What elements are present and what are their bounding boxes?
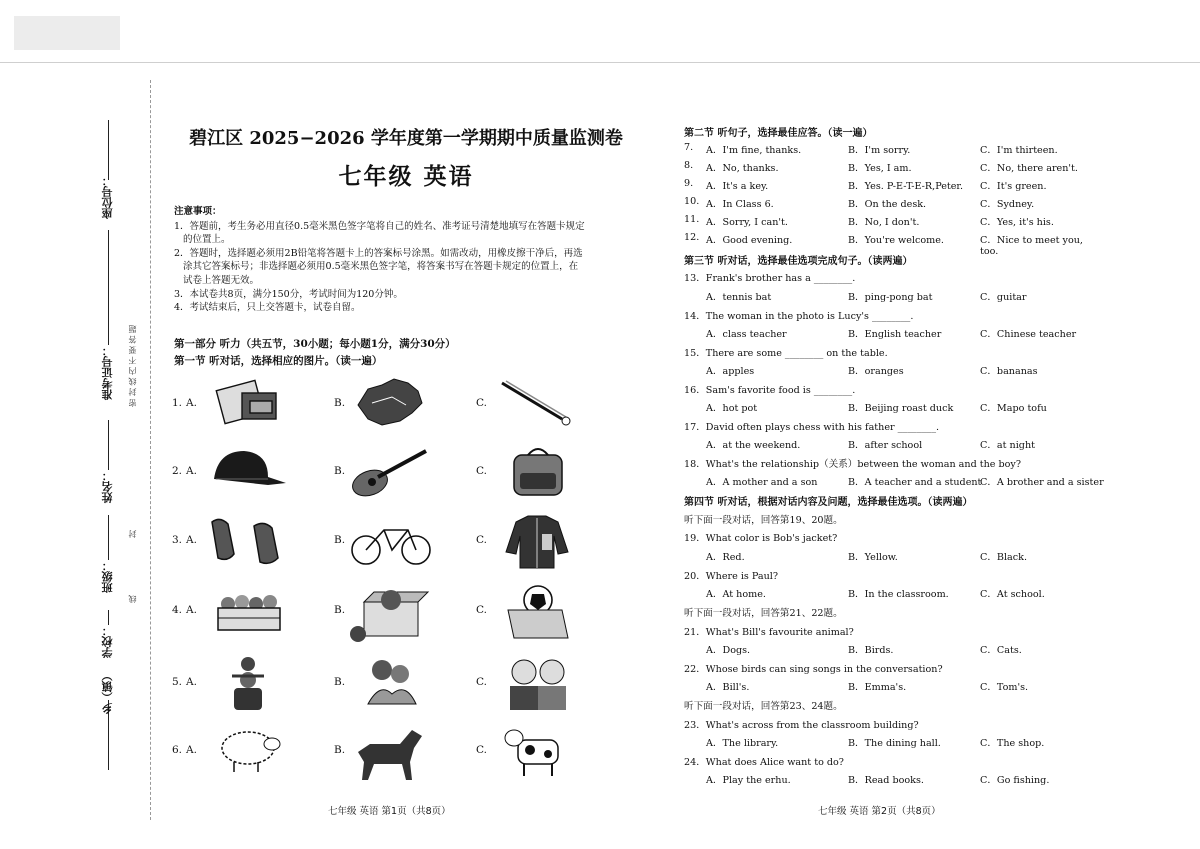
option-a: A．No, thanks. bbox=[706, 163, 779, 174]
picture-question-5 bbox=[172, 654, 642, 716]
question-8 bbox=[684, 160, 1104, 174]
option-b: B．Birds. bbox=[848, 645, 894, 656]
option-a: A．It's a key. bbox=[706, 181, 769, 192]
soccer-box-icon bbox=[502, 582, 572, 644]
schoolbag-icon bbox=[506, 443, 570, 501]
name-line bbox=[108, 420, 109, 470]
exam-title: 碧江区 2025−2026 学年度第一学期期中质量监测卷 bbox=[189, 128, 623, 149]
option-b: B．Yes. P-E-T-E-R,Peter. bbox=[848, 181, 964, 192]
guitar-icon bbox=[348, 443, 434, 501]
question-13-stem bbox=[684, 270, 1104, 284]
note-line: 2．答题时，选择题必须用2B铅笔将答题卡上的答案标号涂黑。如需改动，用橡皮擦干净后，再选 bbox=[174, 247, 583, 259]
section2-heading: 第二节 听句子，选择最佳应答。（读一遍） bbox=[684, 128, 873, 139]
question-18-options bbox=[684, 474, 1104, 488]
exam-subtitle: 七年级 英语 bbox=[338, 163, 474, 190]
question-stem: 19．What color is Bob's jacket? bbox=[684, 533, 838, 544]
option-b: B．Read books. bbox=[848, 775, 924, 786]
question-23-options bbox=[684, 735, 1104, 749]
question-22-stem bbox=[684, 661, 1104, 675]
picture-question-4 bbox=[172, 582, 642, 644]
option-c: C．Nice to meet you, too. bbox=[980, 235, 1083, 257]
question-9 bbox=[684, 178, 1104, 192]
option-b: B．oranges bbox=[848, 366, 904, 377]
question-20-stem bbox=[684, 568, 1104, 582]
note-line: 3．本试卷共8页，满分150分，考试时间为120分钟。 bbox=[174, 288, 403, 300]
option-a: A．I'm fine, thanks. bbox=[706, 145, 802, 156]
option-a: A．tennis bat bbox=[706, 292, 772, 303]
question-stem: 14．The woman in the photo is Lucy's ________. bbox=[684, 311, 914, 322]
question-stem: 18．What's the relationship（关系）between the woman and the boy? bbox=[684, 459, 1021, 470]
option-b: B．I'm sorry. bbox=[848, 145, 911, 156]
question-number: 11. bbox=[684, 214, 700, 225]
mother-child-icon bbox=[360, 654, 422, 710]
option-a: A．In Class 6. bbox=[706, 199, 774, 210]
question-number: 9. bbox=[684, 178, 694, 189]
notes-title: 注意事项： bbox=[174, 206, 222, 217]
dialogue-intro-2 bbox=[684, 605, 1104, 619]
option-c: C．Chinese teacher bbox=[980, 329, 1077, 340]
question-10 bbox=[684, 196, 1104, 210]
page1-footer: 七年级 英语 第1页（共8页） bbox=[328, 806, 451, 817]
option-a: A．Red. bbox=[706, 552, 745, 563]
exam-id-label: 准考证号： bbox=[101, 345, 114, 400]
question-15-options bbox=[684, 363, 1104, 377]
option-b-label: B. bbox=[334, 604, 346, 616]
seat-line bbox=[108, 120, 109, 180]
question-22-options bbox=[684, 679, 1104, 693]
section1-heading: 第一节 听对话，选择相应的图片。（读一遍） bbox=[174, 355, 383, 367]
option-a: A．The library. bbox=[706, 738, 779, 749]
option-c-label: C. bbox=[476, 534, 487, 546]
option-c: C．Yes, it's his. bbox=[980, 217, 1054, 228]
option-c-label: C. bbox=[476, 676, 487, 688]
option-b: B．Yes, I am. bbox=[848, 163, 912, 174]
seal-mark: 封 bbox=[128, 530, 137, 538]
question-20-options bbox=[684, 586, 1104, 600]
question-21-options bbox=[684, 642, 1104, 656]
notes-block bbox=[174, 205, 636, 315]
question-stem: 16．Sam's favorite food is ________. bbox=[684, 385, 856, 396]
pen-icon bbox=[496, 375, 576, 431]
option-a: A．Bill's. bbox=[706, 682, 750, 693]
option-b-label: B. bbox=[334, 465, 346, 477]
question-13-options bbox=[684, 289, 1104, 303]
option-b-label: B. bbox=[334, 534, 346, 546]
intro-text: 听下面一段对话，回答第19、20题。 bbox=[684, 515, 843, 526]
question-23-stem bbox=[684, 717, 1104, 731]
option-c: C．It's green. bbox=[980, 181, 1047, 192]
option-b: B．No, I don't. bbox=[848, 217, 920, 228]
option-a: A．At home. bbox=[706, 589, 766, 600]
cow-icon bbox=[502, 722, 572, 782]
option-c: C．at night bbox=[980, 440, 1035, 451]
option-c: C．bananas bbox=[980, 366, 1038, 377]
option-a: A．Play the erhu. bbox=[706, 775, 791, 786]
option-c: C．No, there aren't. bbox=[980, 163, 1078, 174]
question-17-options bbox=[684, 437, 1104, 451]
seal-dashed-line bbox=[150, 80, 151, 820]
option-c-label: C. bbox=[476, 604, 487, 616]
question-7 bbox=[684, 142, 1104, 156]
option-a: A．Good evening. bbox=[706, 235, 793, 246]
option-c-label: C. bbox=[476, 465, 487, 477]
town-label: 乡（镇） bbox=[101, 670, 114, 714]
fruit-crate-icon bbox=[214, 582, 284, 638]
note-line: 涂其它答案标号；非选择题必须用0.5毫米黑色签字笔，将答案书写在答题卡规定的位置上，在 bbox=[174, 261, 579, 273]
question-11 bbox=[684, 214, 1104, 228]
question-number: 8. bbox=[684, 160, 694, 171]
option-c: C．Mapo tofu bbox=[980, 403, 1047, 414]
dialogue-intro-1 bbox=[684, 512, 1104, 526]
question-number: 5. bbox=[172, 676, 183, 688]
question-number: 1. bbox=[172, 397, 183, 409]
jacket-icon bbox=[502, 512, 572, 572]
option-a: A．at the weekend. bbox=[706, 440, 801, 451]
question-14-options bbox=[684, 326, 1104, 340]
question-18-stem bbox=[684, 456, 1104, 470]
seat-label: 座位号： bbox=[101, 175, 114, 219]
option-c: C．I'm thirteen. bbox=[980, 145, 1058, 156]
box-of-balls-icon bbox=[348, 582, 438, 644]
seal-line-mark: 线 bbox=[128, 595, 137, 603]
exam-id-line bbox=[108, 230, 109, 345]
question-number: 7. bbox=[684, 142, 694, 153]
question-15-stem bbox=[684, 345, 1104, 359]
option-b: B．Beijing roast duck bbox=[848, 403, 954, 414]
intro-text: 听下面一段对话，回答第23、24题。 bbox=[684, 701, 843, 712]
option-a-label: A. bbox=[186, 676, 197, 688]
school-line bbox=[108, 610, 109, 625]
option-c: C．A brother and a sister bbox=[980, 477, 1104, 488]
option-c-label: C. bbox=[476, 744, 487, 756]
question-14-stem bbox=[684, 308, 1104, 322]
class-label: 班级： bbox=[101, 560, 114, 593]
question-24-options bbox=[684, 772, 1104, 786]
question-19-stem bbox=[684, 530, 1104, 544]
dialogue-intro-3 bbox=[684, 698, 1104, 712]
question-stem: 24．What does Alice want to do? bbox=[684, 757, 844, 768]
question-stem: 23．What's across from the classroom building? bbox=[684, 720, 919, 731]
option-c: C．Sydney. bbox=[980, 199, 1035, 210]
question-number: 4. bbox=[172, 604, 183, 616]
father-son-icon bbox=[218, 654, 280, 714]
class-line bbox=[108, 515, 109, 560]
question-16-options bbox=[684, 400, 1104, 414]
option-c-label: C. bbox=[476, 397, 487, 409]
option-b: B．The dining hall. bbox=[848, 738, 941, 749]
question-stem: 13．Frank's brother has a ________. bbox=[684, 273, 856, 284]
option-a: A．class teacher bbox=[706, 329, 787, 340]
picture-question-2 bbox=[172, 443, 642, 505]
option-c: C．Cats. bbox=[980, 645, 1022, 656]
part1-heading: 第一部分 听力（共五节，30小题；每小题1分，满分30分） bbox=[174, 338, 456, 350]
china-map-icon bbox=[352, 375, 428, 431]
option-a-label: A. bbox=[186, 397, 197, 409]
question-24-stem bbox=[684, 754, 1104, 768]
option-b: B．On the desk. bbox=[848, 199, 927, 210]
sheep-icon bbox=[216, 722, 286, 776]
question-stem: 17．David often plays chess with his father ________. bbox=[684, 422, 940, 433]
option-b: B．You're welcome. bbox=[848, 235, 944, 246]
option-a: A．hot pot bbox=[706, 403, 758, 414]
option-c: C．guitar bbox=[980, 292, 1027, 303]
picture-question-1 bbox=[172, 375, 642, 437]
question-stem: 21．What's Bill's favourite animal? bbox=[684, 627, 854, 638]
note-line: 1．答题前，考生务必用直径0.5毫米黑色签字笔将自己的姓名、准考证号清楚地填写在答题卡规定 bbox=[174, 220, 585, 232]
cap-icon bbox=[208, 443, 288, 499]
question-number: 6. bbox=[172, 744, 183, 756]
option-a-label: A. bbox=[186, 534, 197, 546]
intro-text: 听下面一段对话，回答第21、22题。 bbox=[684, 608, 843, 619]
option-a: A．Sorry, I can't. bbox=[706, 217, 788, 228]
seal-text: 密 封 线 内 不 要 答 题 bbox=[128, 325, 137, 407]
question-12 bbox=[684, 232, 1104, 257]
option-b-label: B. bbox=[334, 744, 346, 756]
scan-header-bar bbox=[14, 16, 120, 50]
section3-heading: 第三节 听对话，选择最佳选项完成句子。（读两遍） bbox=[684, 256, 913, 267]
question-number: 12. bbox=[684, 232, 700, 243]
section4-heading: 第四节 听对话，根据对话内容及问题，选择最佳选项。（读两遍） bbox=[684, 497, 973, 508]
pencil-case-icon bbox=[212, 375, 288, 431]
picture-question-3 bbox=[172, 512, 642, 574]
question-stem: 20．Where is Paul? bbox=[684, 571, 779, 582]
school-label: 学校： bbox=[101, 625, 114, 658]
option-b: B．after school bbox=[848, 440, 923, 451]
option-b: B．English teacher bbox=[848, 329, 942, 340]
bicycle-icon bbox=[348, 512, 436, 570]
option-b: B．ping-pong bat bbox=[848, 292, 933, 303]
option-b-label: B. bbox=[334, 397, 346, 409]
option-a: A．A mother and a son bbox=[706, 477, 818, 488]
question-19-options bbox=[684, 549, 1104, 563]
option-b: B．In the classroom. bbox=[848, 589, 949, 600]
option-a-label: A. bbox=[186, 744, 197, 756]
question-21-stem bbox=[684, 624, 1104, 638]
note-line: 试卷上答题无效。 bbox=[174, 274, 260, 286]
question-stem: 22．Whose birds can sing songs in the conversation? bbox=[684, 664, 943, 675]
option-c: C．Tom's. bbox=[980, 682, 1029, 693]
note-line: 4．考试结束后，只上交答题卡，试卷自留。 bbox=[174, 302, 361, 314]
name-label: 姓名： bbox=[101, 470, 114, 503]
option-c: C．The shop. bbox=[980, 738, 1045, 749]
option-c: C．Go fishing. bbox=[980, 775, 1050, 786]
option-b-label: B. bbox=[334, 676, 346, 688]
question-number: 10. bbox=[684, 196, 700, 207]
option-c: C．At school. bbox=[980, 589, 1045, 600]
grandparents-icon bbox=[502, 654, 576, 714]
question-stem: 15．There are some ________ on the table. bbox=[684, 348, 888, 359]
option-b: B．A teacher and a student bbox=[848, 477, 982, 488]
option-a: A．Dogs. bbox=[706, 645, 751, 656]
option-b: B．Emma's. bbox=[848, 682, 907, 693]
picture-question-6 bbox=[172, 722, 642, 784]
option-a-label: A. bbox=[186, 604, 197, 616]
option-b: B．Yellow. bbox=[848, 552, 898, 563]
question-16-stem bbox=[684, 382, 1104, 396]
question-17-stem bbox=[684, 419, 1104, 433]
question-number: 3. bbox=[172, 534, 183, 546]
horse-icon bbox=[350, 722, 430, 784]
page2-footer: 七年级 英语 第2页（共8页） bbox=[818, 806, 941, 817]
option-a-label: A. bbox=[186, 465, 197, 477]
note-line: 的位置上。 bbox=[174, 234, 231, 246]
question-number: 2. bbox=[172, 465, 183, 477]
option-c: C．Black. bbox=[980, 552, 1028, 563]
option-a: A．apples bbox=[706, 366, 755, 377]
shoes-icon bbox=[206, 512, 286, 570]
